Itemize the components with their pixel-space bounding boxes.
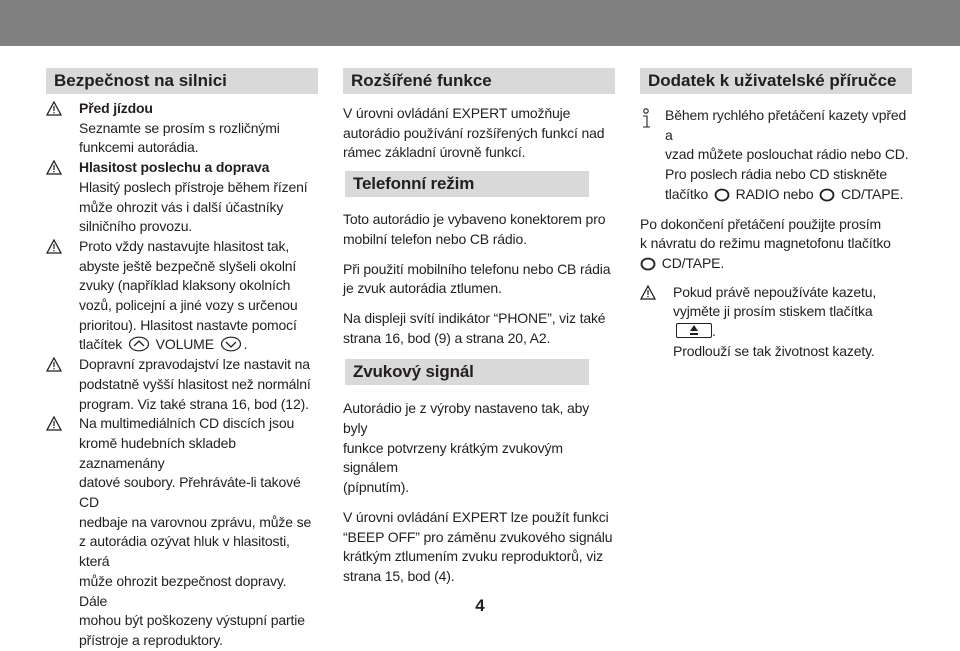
warning-item: Pokud právě nepoužíváte kazetu, vyjměte ji prosím stiskem tlačítka . Prodlouží se tak životnost kazety.: [640, 283, 912, 362]
radio-button-icon: [714, 188, 730, 202]
subsection-title-beep: Zvukový signál: [345, 359, 589, 385]
cd-tape-button-icon: [819, 188, 835, 202]
manual-addendum-body: Během rychlého přetáčení kazety vpřed a vzad můžete poslouchat rádio nebo CD. Pro poslech rádia nebo CD stiskněte tlačítko RADIO nebo CD/TAPE. Po dokončení přetáčení použijte prosím k návratu do režimu magnetofonu tlačítko CD/TAPE. Pokud právě nepoužíváte kazetu, vyjměte ji prosím stiskem tlačítka . Prodlouží se tak životnost kazety.: [640, 106, 912, 361]
top-bar: [0, 0, 960, 46]
info-item: Během rychlého přetáčení kazety vpřed a vzad můžete poslouchat rádio nebo CD. Pro poslech rádia nebo CD stiskněte tlačítko RADIO nebo CD/TAPE.: [640, 106, 912, 205]
warning-icon: [640, 285, 656, 300]
road-safety-body: [46, 99, 318, 651]
volume-down-button-icon: [220, 336, 242, 352]
warning-icon: [46, 160, 62, 175]
page-number: 4: [475, 596, 485, 615]
column-manual-addendum: [640, 68, 912, 361]
section-title-manual-addendum: Dodatek k uživatelské příručce: [640, 68, 912, 94]
warning-item: Hlasitost poslechu a doprava Hlasitý poslech přístroje během řízení může ohrozit vás i další účastníky silničního provozu.: [46, 158, 318, 237]
column-extended-functions: [343, 68, 615, 587]
warning-item: Proto vždy nastavujte hlasitost tak, abyste ještě bezpečně slyšeli okolní zvuky (například klaksony okolních vozů, policejní a jiné vozy s určenou prioritou). Hlasitost nastavte pomocí tlačítek VOLUME .: [46, 237, 318, 355]
column-road-safety: [46, 68, 318, 651]
warning-item: Před jízdou Seznamte se prosím s rozličnými funkcemi autorádia.: [46, 99, 318, 158]
eject-button-icon: [676, 323, 712, 338]
volume-up-button-icon: [128, 336, 150, 352]
warning-item: Na multimediálních CD discích jsou kromě hudebních skladeb zaznamenány datové soubory. Přehráváte-li takové CD nedbaje na varovnou zprávu, může se z autorádia ozývat hluk v hlasitosti, která může ohrozit bezpečnost dopravy. Dále mohou být poškozeny výstupní partie přístroje a reproduktory.: [46, 414, 318, 650]
info-icon: [640, 108, 652, 130]
cd-tape-button-icon: [640, 257, 656, 271]
warning-icon: [46, 101, 62, 116]
section-title-road-safety: Bezpečnost na silnici: [46, 68, 318, 94]
warning-icon: [46, 239, 62, 254]
section-title-extended-functions: Rozšířené funkce: [343, 68, 615, 94]
warning-item: Dopravní zpravodajství lze nastavit na podstatně vyšší hlasitost než normální program. Viz také strana 16, bod (12).: [46, 355, 318, 414]
subsection-title-phone: Telefonní režim: [345, 171, 589, 197]
warning-icon: [46, 416, 62, 431]
extended-functions-body: V úrovni ovládání EXPERT umožňuje autorádio používání rozšířených funkcí nad rámec základní úrovně funkcí. Telefonní režim Toto autorádio je vybaveno konektorem pro mobilní telefon nebo CB rádio. Při použití mobilního telefonu nebo CB rádia je zvuk autorádia ztlumen. Na displeji svítí indikátor “PHONE”, viz také strana 16, bod (9) a strana 20, A2. Zvukový signál Autorádio je z výroby nastaveno tak, aby byly funkce potvrzeny krátkým zvukovým signálem (pípnutím). V úrovni ovládání EXPERT lze použít funkci “BEEP OFF” pro záměnu zvukového signálu krátkým ztlumením zvuku reproduktorů, viz strana 15, bod (4).: [343, 105, 613, 584]
item-heading: Hlasitost poslechu a doprava: [79, 159, 270, 176]
warning-icon: [46, 357, 62, 372]
item-heading: Před jízdou: [79, 100, 153, 116]
